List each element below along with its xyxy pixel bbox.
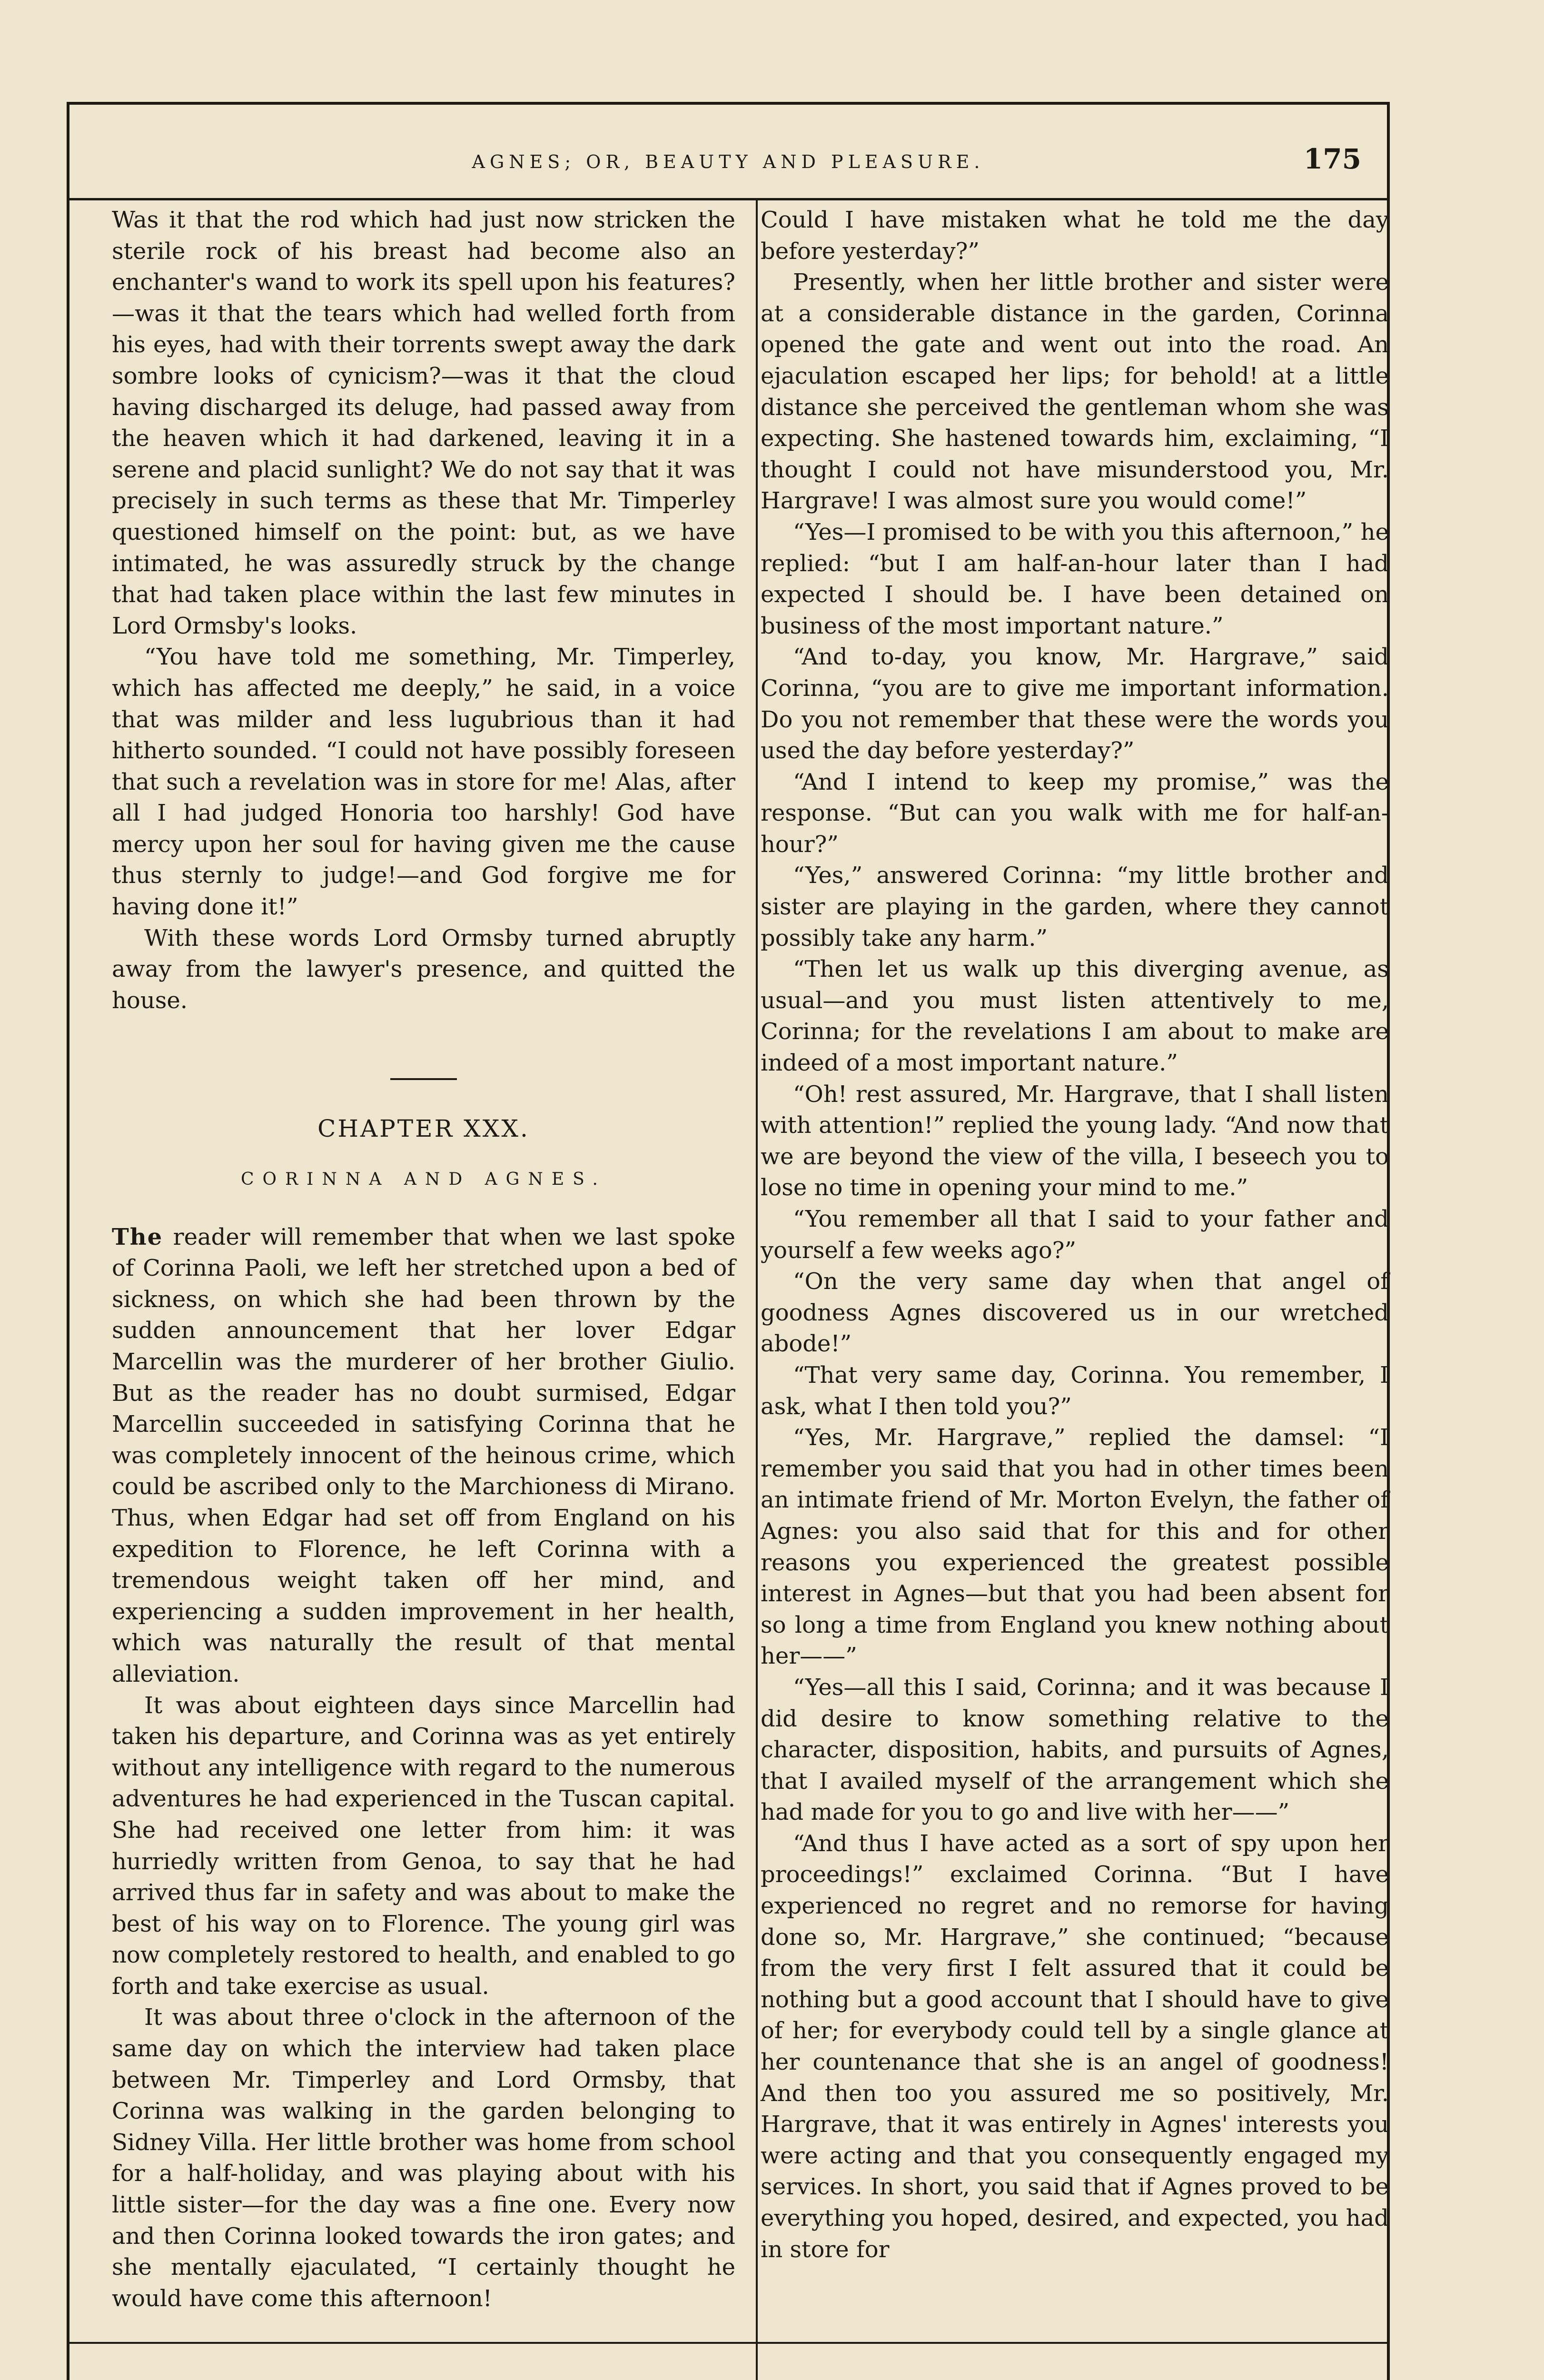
paragraph: With these words Lord Ormsby turned abruptly away from the lawyer's presence, and quitted the house. bbox=[112, 924, 735, 1014]
paragraph: Presently, when her little brother and sister were at a considerable distance in the garden, Corinna opened the gate and went out into the road. An ejaculation escaped her lips; for behold! at a little distance she perceived the gentleman whom she was expecting. She hastened towards him, exclaiming, “I thought I could not have misunderstood you, Mr. Hargrave! I was almost sure you would come!” bbox=[761, 269, 1389, 515]
paragraph: “You remember all that I said to your father and yourself a few weeks ago?” bbox=[761, 1206, 1389, 1264]
column-divider bbox=[756, 200, 758, 2380]
chapter-title: CHAPTER XXX. bbox=[317, 1115, 530, 1143]
paragraph: “Yes, Mr. Hargrave,” replied the damsel: “I remember you said that you had in other times been an intimate friend of Mr. Morton Evelyn, the father of Agnes: you also said that for this and for other reasons you experienced the greatest possible interest in Agnes—but that you had been absent for so long a time from England you knew nothing about her——” bbox=[761, 1424, 1389, 1670]
chapter-opening-paragraph bbox=[112, 1222, 735, 1690]
paragraph: “Yes—all this I said, Corinna; and it was because I did desire to know something relative to the character, disposition, habits, and pursuits of Agnes, that I availed myself of the arrangement which she had made for you to go and live with her——” bbox=[761, 1674, 1389, 1826]
paragraph: Was it that the rod which had just now stricken the sterile rock of his breast had become also an enchanter's wand to work its spell upon his features?—was it that the tears which had welled forth from his eyes, had with their torrents swept away the dark sombre looks of cynicism?—was it that the cloud having discharged its deluge, had passed away from the heaven which it had darkened, leaving it in a serene and placid sunlight? We do not say that it was precisely in such terms as these that Mr. Timperley questioned himself on the point: but, as we have intimated, he was assuredly struck by the change that had taken place within the last few minutes in Lord Ormsby's looks. bbox=[112, 207, 735, 639]
header-rule bbox=[67, 198, 1390, 200]
paragraph: “And thus I have acted as a sort of spy upon her proceedings!” exclaimed Corinna. “But I have experienced no regret and no remorse for having done so, Mr. Hargrave,” she continued; “because from the very first I felt assured that it could be nothing but a good account that I should have to give of her; for everybody could tell by a single glance at her countenance that she is an angel of goodness! And then too you assured me so positively, Mr. Hargrave, that it was entirely in Agnes' interests you were acting and that you consequently engaged my services. In short, you said that if Agnes proved to be everything you hoped, desired, and expected, you had in store for bbox=[761, 1830, 1389, 2263]
paragraph: “And I intend to keep my promise,” was the response. “But can you walk with me for half-an-hour?” bbox=[761, 768, 1389, 858]
chapter-separator bbox=[390, 1078, 457, 1080]
chapter-subtitle: CORINNA AND AGNES. bbox=[241, 1170, 606, 1190]
page-number: 175 bbox=[1303, 143, 1361, 175]
page-header bbox=[67, 143, 1390, 195]
paragraph: “You have told me something, Mr. Timperley, which has affected me deeply,” he said, in a voice that was milder and less lugubrious than it had hitherto sounded. “I could not have possibly foreseen that such a revelation was in store for me! Alas, after all I had judged Honoria too harshly! God have mercy upon her soul for having given me the cause thus sternly to judge!—and God forgive me for having done it!” bbox=[112, 644, 735, 921]
bottom-rule bbox=[67, 2342, 1390, 2344]
paragraph: “Then let us walk up this diverging avenue, as usual—and you must listen attentively to me, Corinna; for the revelations I am about to make are indeed of a most important nature.” bbox=[761, 956, 1389, 1077]
right-column bbox=[761, 205, 1389, 2265]
paragraph: It was about three o'clock in the afternoon of the same day on which the interview had taken place between Mr. Timperley and Lord Ormsby, that Corinna was walking in the garden belonging to Sidney Villa. Her little brother was home from school for a half-holiday, and was playing about with his little sister—for the day was a fine one. Every now and then Corinna looked towards the iron gates; and she mentally ejaculated, “I certainly thought he would have come this afternoon! bbox=[112, 2004, 735, 2312]
left-column bbox=[112, 205, 735, 2314]
continued-paragraph: Could I have mistaken what he told me the day before yesterday?” bbox=[761, 207, 1389, 265]
paragraph: “Yes,” answered Corinna: “my little brother and sister are playing in the garden, where they cannot possibly take any harm.” bbox=[761, 862, 1389, 952]
paragraph: “Yes—I promised to be with you this afternoon,” he replied: “but I am half-an-hour later than I had expected I should be. I have been detained on business of the most important nature.” bbox=[761, 518, 1389, 639]
paragraph: “That very same day, Corinna. You remember, I ask, what I then told you?” bbox=[761, 1361, 1389, 1420]
chapter-opening-word: The bbox=[112, 1223, 163, 1250]
chapter-opening-text: reader will remember that when we last spoke of Corinna Paoli, we left her stretched upon a bed of sickness, on which she had been thrown by the sudden announcement that her lover Edgar Marcellin was the murderer of her brother Giulio. But as the reader has no doubt surmised, Edgar Marcellin succeeded in satisfying Corinna that he was completely innocent of the heinous crime, which could be ascribed only to the Marchioness di Mirano. Thus, when Edgar had set off from England on his expedition to Florence, he left Corinna with a tremendous weight taken off her mind, and experiencing a sudden improvement in her health, which was naturally the result of that mental alleviation. bbox=[112, 1223, 735, 1687]
running-title: AGNES; OR, BEAUTY AND PLEASURE. bbox=[472, 151, 985, 172]
paragraph: “And to-day, you know, Mr. Hargrave,” said Corinna, “you are to give me important information. Do you not remember that these were the words you used the day before yesterday?” bbox=[761, 644, 1389, 764]
paragraph: “On the very same day when that angel of goodness Agnes discovered us in our wretched abode!” bbox=[761, 1268, 1389, 1358]
paragraph: It was about eighteen days since Marcellin had taken his departure, and Corinna was as yet entirely without any intelligence with regard to the numerous adventures he had experienced in the Tuscan capital. She had received one letter from him: it was hurriedly written from Genoa, to say that he had arrived thus far in safety and was about to make the best of his way on to Florence. The young girl was now completely restored to health, and enabled to go forth and take exercise as usual. bbox=[112, 1692, 735, 2000]
paragraph: “Oh! rest assured, Mr. Hargrave, that I shall listen with attention!” replied the young lady. “And now that we are beyond the view of the villa, I beseech you to lose no time in opening your mind to me.” bbox=[761, 1081, 1389, 1201]
